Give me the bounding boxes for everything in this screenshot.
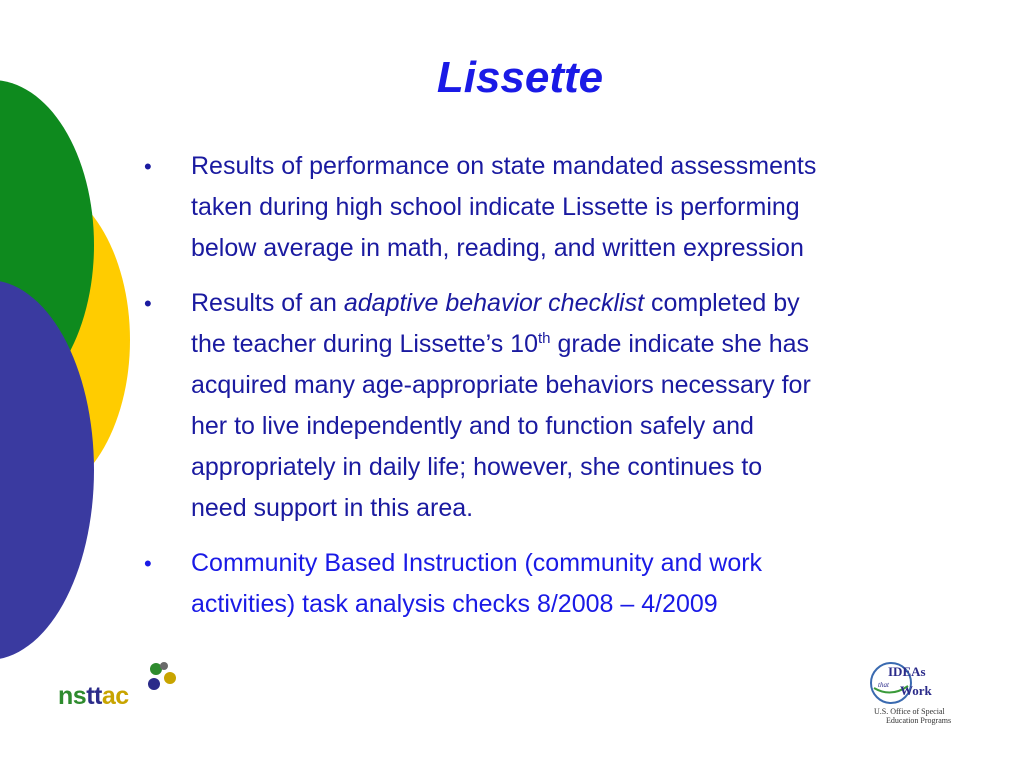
- bullet-line: below average in math, reading, and written expression: [191, 234, 804, 262]
- bullet-text: the teacher during Lissette’s 10: [191, 330, 538, 358]
- ideas-caption-line: U.S. Office of Special: [874, 707, 945, 716]
- bullet-line: need support in this area.: [191, 494, 474, 522]
- bullet-line: [191, 283, 970, 324]
- ideas-that-work-logo: [866, 658, 952, 728]
- bullet-line: taken during high school indicate Lissette is performing: [191, 193, 800, 221]
- bullet-text: grade indicate she has: [550, 330, 810, 358]
- superscript: th: [538, 330, 551, 347]
- ideas-word: IDEAs: [888, 664, 926, 679]
- nsttac-ns: ns: [58, 682, 87, 710]
- ideas-caption-line: Education Programs: [886, 716, 952, 725]
- work-word: Work: [900, 683, 932, 698]
- bullet-line: Results of performance on state mandated assessments: [191, 152, 817, 180]
- nsttac-ac: ac: [101, 682, 129, 710]
- bullet-line: activities) task analysis checks 8/2008 – 4/2009: [191, 590, 718, 618]
- bullet-line: acquired many age-appropriate behaviors necessary for: [191, 371, 811, 399]
- emphasized-text: adaptive behavior checklist: [343, 289, 645, 317]
- ideas-caption: [874, 707, 954, 725]
- slide-title: Lissette: [436, 53, 604, 102]
- bullet-item: [140, 543, 970, 625]
- bullet-line: appropriately in daily life; however, she continues to: [191, 453, 763, 481]
- bullet-item: [140, 283, 970, 529]
- bullet-line: [191, 324, 970, 365]
- bullet-text: Results of an: [191, 289, 344, 317]
- nsttac-logo: [58, 660, 188, 710]
- bullet-list: [140, 146, 970, 639]
- bullet-marker: •: [144, 154, 152, 179]
- bullet-line: her to live independently and to function safely and: [191, 412, 754, 440]
- bullet-text: completed by: [644, 289, 800, 317]
- bullet-item: [140, 146, 970, 269]
- bullet-marker: •: [144, 551, 152, 576]
- bullet-marker: •: [144, 291, 152, 316]
- nsttac-wordmark: [58, 682, 129, 711]
- that-word: that: [878, 681, 889, 689]
- nsttac-mark-icon: [142, 660, 186, 694]
- nsttac-tt: tt: [86, 682, 102, 710]
- ideas-badge-icon: [866, 658, 952, 708]
- bullet-line: Community Based Instruction (community and work: [191, 549, 763, 577]
